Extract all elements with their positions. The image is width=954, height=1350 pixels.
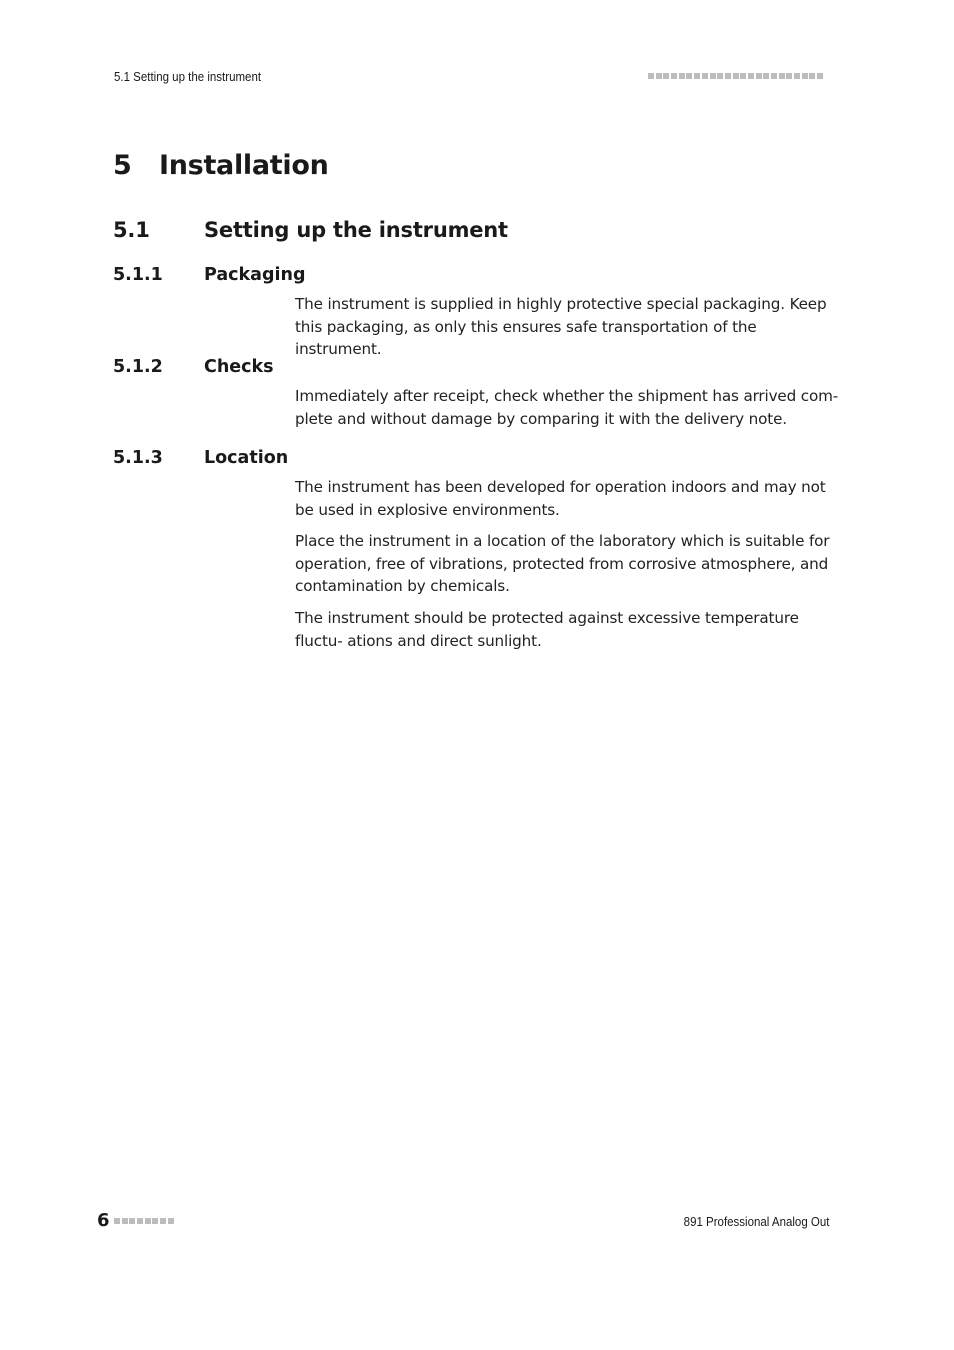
subsection-number: 5.1.3 [113, 448, 163, 468]
location-paragraph-1: The instrument has been developed for operation indoors and may not be used in explosive environments. [295, 478, 826, 519]
subsection-heading-packaging [113, 265, 306, 285]
location-paragraph-3: The instrument should be protected against excessive temperature fluctu- ations and direct sunlight. [295, 609, 799, 650]
header-decorative-squares [648, 73, 823, 79]
running-header-section: 5.1 Setting up the instrument [114, 70, 262, 84]
section-title: Setting up the instrument [204, 218, 508, 242]
subsection-heading-location [113, 448, 288, 468]
footer-decorative-squares [114, 1218, 174, 1224]
chapter-title-text: Installation [159, 150, 329, 181]
section-heading [113, 218, 508, 242]
packaging-paragraph: The instrument is supplied in highly protective special packaging. Keep this packaging, as only this ensures safe transportation of the instrument. [295, 295, 827, 359]
subsection-heading-checks [113, 357, 274, 377]
subsection-number: 5.1.1 [113, 265, 163, 285]
page-number: 6 [97, 1210, 110, 1231]
footer-product-name: 891 Professional Analog Out [683, 1215, 829, 1229]
subsection-number: 5.1.2 [113, 357, 163, 377]
checks-paragraph: Immediately after receipt, check whether the shipment has arrived com- plete and without damage by comparing it with the delivery note. [295, 387, 839, 428]
subsection-title: Checks [204, 357, 274, 377]
subsection-title: Location [204, 448, 289, 468]
subsection-title: Packaging [204, 265, 306, 285]
chapter-title [113, 150, 329, 181]
chapter-number: 5 [113, 150, 132, 181]
section-number: 5.1 [113, 218, 150, 242]
location-paragraph-2: Place the instrument in a location of the laboratory which is suitable for operation, free of vibrations, protected from corrosive atmosphere, and contamination by chemicals. [295, 532, 830, 596]
